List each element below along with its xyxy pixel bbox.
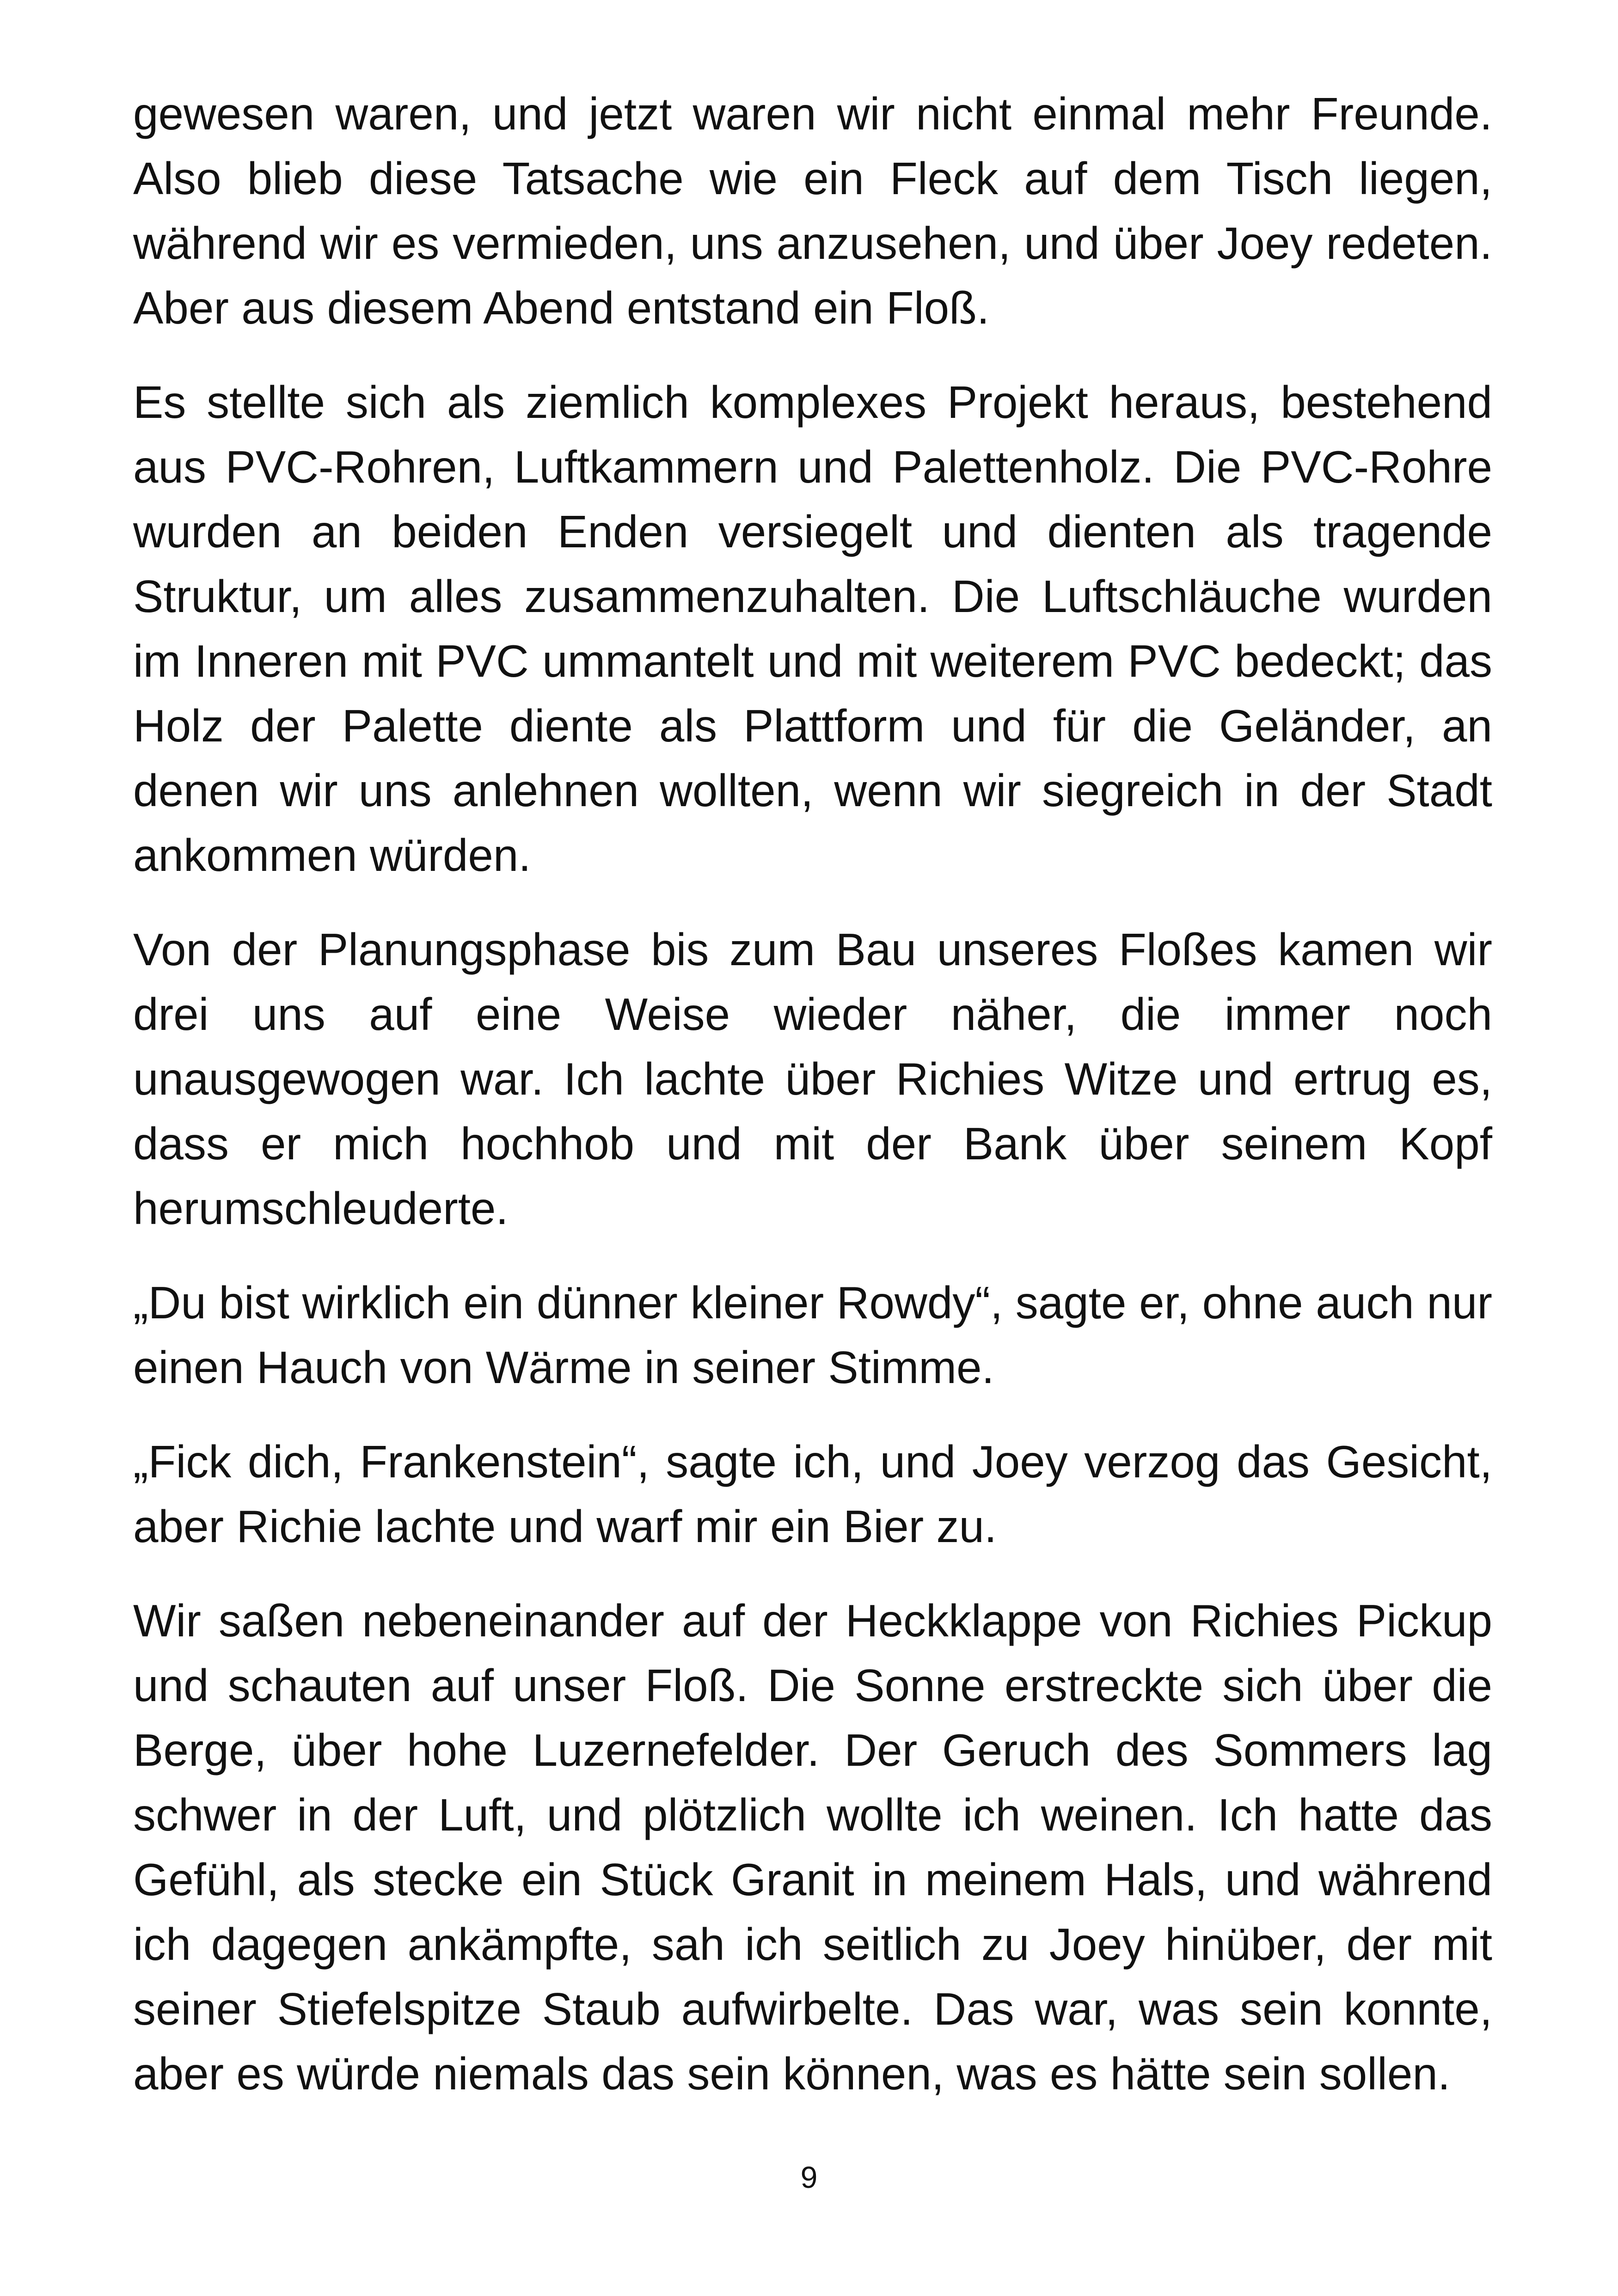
page-number: 9 [800, 2160, 818, 2194]
paragraph-5: „Fick dich, Frankenstein“, sagte ich, und Joey verzog das Gesicht, aber Richie lachte und warf mir ein Bier zu. [133, 1436, 1492, 1552]
paragraph-3: Von der Planungsphase bis zum Bau unseres Floßes kamen wir drei uns auf eine Weise wieder näher, die immer noch unausgewogen war. Ich lachte über Richies Witze und ertrug es, dass er mich hochhob und mit der Bank über seinem Kopf herumschleuderte. [133, 924, 1492, 1234]
paragraph-2: Es stellte sich als ziemlich komplexes Projekt heraus, bestehend aus PVC-Rohren, Luftkammern und Palettenholz. Die PVC-Rohre wurden an beiden Enden versiegelt und dienten als tragende Struktur, um alles zusammenzuhalten. Die Luftschläuche wurden im Inneren mit PVC ummantelt und mit weiterem PVC bedeckt; das Holz der Palette diente als Plattform und für die Geländer, an denen wir uns anlehnen wollten, wenn wir siegreich in der Stadt ankommen würden. [133, 377, 1492, 881]
paragraph-1: gewesen waren, und jetzt waren wir nicht einmal mehr Freunde. Also blieb diese Tatsache wie ein Fleck auf dem Tisch liegen, während wir es vermieden, uns anzusehen, und über Joey redeten. Aber aus diesem Abend entstand ein Floß. [133, 88, 1492, 333]
paragraph-4: „Du bist wirklich ein dünner kleiner Rowdy“, sagte er, ohne auch nur einen Hauch von Wärme in seiner Stimme. [133, 1277, 1492, 1393]
body-text [133, 81, 1492, 2136]
paragraph-6: Wir saßen nebeneinander auf der Heckklappe von Richies Pickup und schauten auf unser Floß. Die Sonne erstreckte sich über die Berge, über hohe Luzernefelder. Der Geruch des Sommers lag schwer in der Luft, und plötzlich wollte ich weinen. Ich hatte das Gefühl, als stecke ein Stück Granit in meinem Hals, und während ich dagegen ankämpfte, sah ich seitlich zu Joey hinüber, der mit seiner Stiefelspitze Staub aufwirbelte. Das war, was sein konnte, aber es würde niemals das sein können, was es hätte sein sollen. [133, 1595, 1492, 2099]
